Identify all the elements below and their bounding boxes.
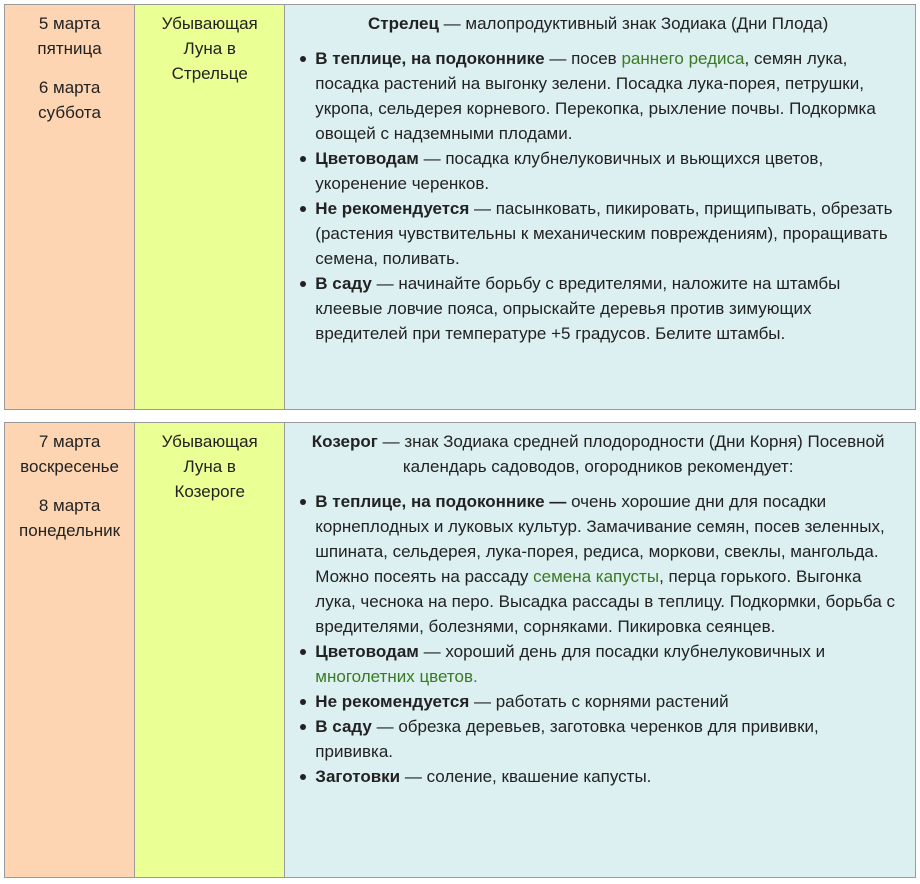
tip-text: — хороший день для посадки клубнелуковичных и [418,642,826,661]
tip-label: Не рекомендуется [315,692,470,711]
cabbage-seeds-link[interactable]: семена капусты [533,567,660,586]
tip-label: Цветоводам [315,149,419,168]
moon-phase-cell [135,423,285,878]
moon-phase-line: Луна в [183,39,236,58]
list-item [315,764,901,789]
day-group [5,429,134,479]
list-item [315,639,901,689]
tip-label: В саду [315,274,372,293]
tip-text: , семян лука, посадка растений на выгонку зелени. Посадка лука-порея, петрушки, укропа, сельдерея корневого. Перекопка, рыхление почвы. Подкормка овощей с надземными плодами. [315,49,876,143]
zodiac-sign: Стрелец [368,14,439,33]
tip-text: — работать с корнями растений [469,692,729,711]
list-item [315,196,901,271]
tip-label: Не рекомендуется [315,199,470,218]
list-item [315,146,901,196]
day-weekday: понедельник [19,521,121,540]
day-group [5,75,134,125]
zodiac-header [295,11,901,36]
zodiac-description: — знак Зодиака средней плодородности (Дни Корня) Посевной календарь садоводов, огородников рекомендует: [377,432,885,476]
day-group [5,11,134,61]
recommendation-cell [285,5,916,410]
day-date: 5 марта [38,14,101,33]
tip-text: — начинайте борьбу с вредителями, наложите на штамбы клеевые ловчие пояса, опрыскайте деревья против зимующих вредителей при температуре +5 градусов. Белите штамбы. [315,274,841,343]
day-date: 7 марта [38,432,101,451]
recommendation-cell [285,423,916,878]
moon-phase-line: Луна в [183,457,236,476]
day-date: 6 марта [38,78,101,97]
moon-phase-line: Убывающая [161,432,258,451]
tips-list [295,46,901,346]
tip-text: — обрезка деревьев, заготовка черенков для прививки, прививка. [315,717,819,761]
perennial-flowers-link[interactable]: многолетних цветов. [315,667,478,686]
list-item [315,714,901,764]
tip-label: Цветоводам [315,642,419,661]
date-cell [5,5,135,410]
tip-label: Заготовки [315,767,401,786]
calendar-block-sagittarius [4,4,916,410]
tip-text: очень хорошие дни для посадки корнеплодных и луковых культур. Замачивание семян, посев зеленных, шпината, сельдерея, лука-порея, редиса, моркови, свеклы, мангольда. Можно посеять на рассаду [315,492,885,586]
list-item [315,271,901,346]
day-weekday: воскресенье [20,457,119,476]
tip-separator: — посев [544,49,622,68]
table-row [5,5,916,410]
zodiac-description: — малопродуктивный знак Зодиака (Дни Плода) [438,14,829,33]
tip-label: В теплице, на подоконнике — [315,492,567,511]
list-item [315,689,901,714]
list-item [315,489,901,639]
tip-label: В саду [315,717,372,736]
day-weekday: суббота [38,103,101,122]
tip-text: — пасынковать, пикировать, прищипывать, обрезать (растения чувствительны к механическим повреждениям), проращивать семена, поливать. [315,199,893,268]
list-item [315,46,901,146]
moon-phase-line: Стрельце [171,64,248,83]
moon-phase-line: Козероге [174,482,245,501]
day-weekday: пятница [37,39,102,58]
date-cell [5,423,135,878]
moon-phase-cell [135,5,285,410]
moon-phase-line: Убывающая [161,14,258,33]
zodiac-sign: Козерог [311,432,378,451]
tips-list [295,489,901,789]
zodiac-header [295,429,901,479]
tip-text-tail: , перца горького. Выгонка лука, чеснока на перо. Высадка рассады в теплицу. Подкормки, борьба с вредителями, болезнями, сорняками. Пикировка сеянцев. [315,567,896,636]
day-group [5,493,134,543]
early-radish-link[interactable]: раннего редиса [621,49,745,68]
tip-text: — соление, квашение капусты. [400,767,652,786]
calendar-block-capricorn [4,422,916,878]
day-date: 8 марта [38,496,101,515]
tip-label: В теплице, на подоконнике [315,49,545,68]
table-row [5,423,916,878]
tip-text: — посадка клубнелуковичных и вьющихся цветов, укоренение черенков. [315,149,824,193]
